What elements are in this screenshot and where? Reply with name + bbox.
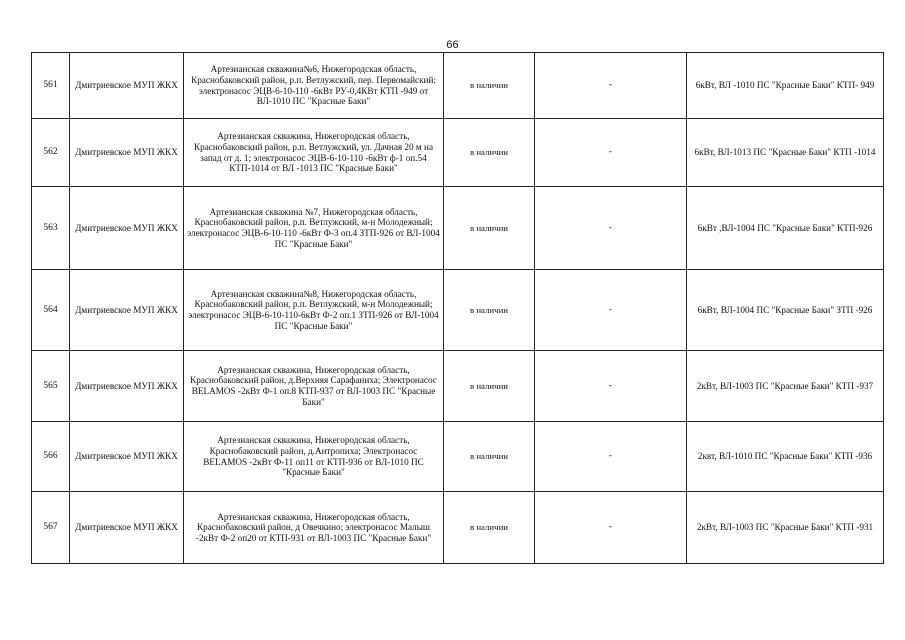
- empty-value-cell: -: [535, 270, 687, 351]
- object-description-cell: Артезианская скважина№6, Нижегородская область, Краснобаковский район, р.п. Ветлужский, пер. Первомайский; электронасос ЭЦВ-6-10-110 -6кВт РУ-0,4КВт КТП -949 от ВЛ-1010 ПС "Красные Баки": [184, 53, 444, 119]
- availability-cell: в наличии: [444, 492, 535, 564]
- availability-cell: в наличии: [444, 422, 535, 492]
- power-supply-cell: 6кВт, ВЛ -1010 ПС "Красные Баки" КТП- 949: [687, 53, 884, 119]
- availability-cell: в наличии: [444, 270, 535, 351]
- power-supply-cell: 2кВт, ВЛ-1003 ПС "Красные Баки" КТП -931: [687, 492, 884, 564]
- object-description-cell: Артезианская скважина, Нижегородская область, Краснобаковский район, р.п. Ветлужский, ул. Дачная 20 м на запад от д. 1; электронасос ЭЦВ-6-10-110 -6кВт ф-1 оп.54 КТП-1014 от ВЛ -1013 ПС "Красные Баки": [184, 119, 444, 187]
- row-number: 565: [32, 351, 70, 422]
- object-description-cell: Артезианская скважина, Нижегородская область, Краснобаковский район, д.Верхняя Сарафаниха; Электронасос BELAMOS -2кВт Ф-1 оп.8 КТП-937 от ВЛ-1003 ПС "Красные Баки": [184, 351, 444, 422]
- object-description-cell: Артезианская скважина, Нижегородская область, Краснобаковский район, д.Антропиха; Электронасос BELAMOS -2кВт Ф-11 оп11 от КТП-936 от ВЛ-1010 ПС "Красные Баки": [184, 422, 444, 492]
- row-number: 561: [32, 53, 70, 119]
- power-supply-cell: 6кВт ,ВЛ-1004 ПС "Красные Баки" КТП-926: [687, 187, 884, 270]
- object-description-cell: Артезианская скважина, Нижегородская область, Краснобаковский район, д Овечкино; электронасос Малыш -2кВт Ф-2 оп20 от КТП-931 от ВЛ-1003 ПС "Красные Баки": [184, 492, 444, 564]
- object-description-cell: Артезианская скважина№8, Нижегородская область, Краснобаковский район, р.п. Ветлужский, м-н Молодежный; электронасос ЭЦВ-6-10-110-6кВт Ф-2 оп.1 ЗТП-926 от ВЛ-1004 ПС "Красные Баки": [184, 270, 444, 351]
- row-number: 567: [32, 492, 70, 564]
- table-row: [32, 187, 884, 270]
- empty-value-cell: -: [535, 351, 687, 422]
- organization-cell: Дмитриевское МУП ЖКХ: [70, 422, 184, 492]
- empty-value-cell: -: [535, 119, 687, 187]
- registry-table: [31, 52, 884, 564]
- table-row: [32, 492, 884, 564]
- table-row: [32, 270, 884, 351]
- power-supply-cell: 2кВт, ВЛ-1003 ПС "Красные Баки" КТП -937: [687, 351, 884, 422]
- organization-cell: Дмитриевское МУП ЖКХ: [70, 187, 184, 270]
- row-number: 562: [32, 119, 70, 187]
- table-row: [32, 53, 884, 119]
- table-row: [32, 422, 884, 492]
- organization-cell: Дмитриевское МУП ЖКХ: [70, 270, 184, 351]
- row-number: 566: [32, 422, 70, 492]
- organization-cell: Дмитриевское МУП ЖКХ: [70, 119, 184, 187]
- empty-value-cell: -: [535, 422, 687, 492]
- organization-cell: Дмитриевское МУП ЖКХ: [70, 351, 184, 422]
- row-number: 563: [32, 187, 70, 270]
- object-description-cell: Артезианская скважина №7, Нижегородская область, Краснобаковский район, р.п. Ветлужский, м-н Молодежный; электронасос ЭЦВ-6-10-110 -6кВт Ф-3 оп.4 ЗТП-926 от ВЛ-1004 ПС "Красные Баки": [184, 187, 444, 270]
- availability-cell: в наличии: [444, 53, 535, 119]
- empty-value-cell: -: [535, 492, 687, 564]
- availability-cell: в наличии: [444, 351, 535, 422]
- power-supply-cell: 6кВт, ВЛ-1013 ПС "Красные Баки" КТП -1014: [687, 119, 884, 187]
- page-number: 66: [446, 39, 459, 51]
- organization-cell: Дмитриевское МУП ЖКХ: [70, 492, 184, 564]
- empty-value-cell: -: [535, 187, 687, 270]
- empty-value-cell: -: [535, 53, 687, 119]
- availability-cell: в наличии: [444, 119, 535, 187]
- table-row: [32, 119, 884, 187]
- organization-cell: Дмитриевское МУП ЖКХ: [70, 53, 184, 119]
- availability-cell: в наличии: [444, 187, 535, 270]
- row-number: 564: [32, 270, 70, 351]
- power-supply-cell: 2квт, ВЛ-1010 ПС "Красные Баки" КТП -936: [687, 422, 884, 492]
- power-supply-cell: 6кВт, ВЛ-1004 ПС "Красные Баки" ЗТП -926: [687, 270, 884, 351]
- table-row: [32, 351, 884, 422]
